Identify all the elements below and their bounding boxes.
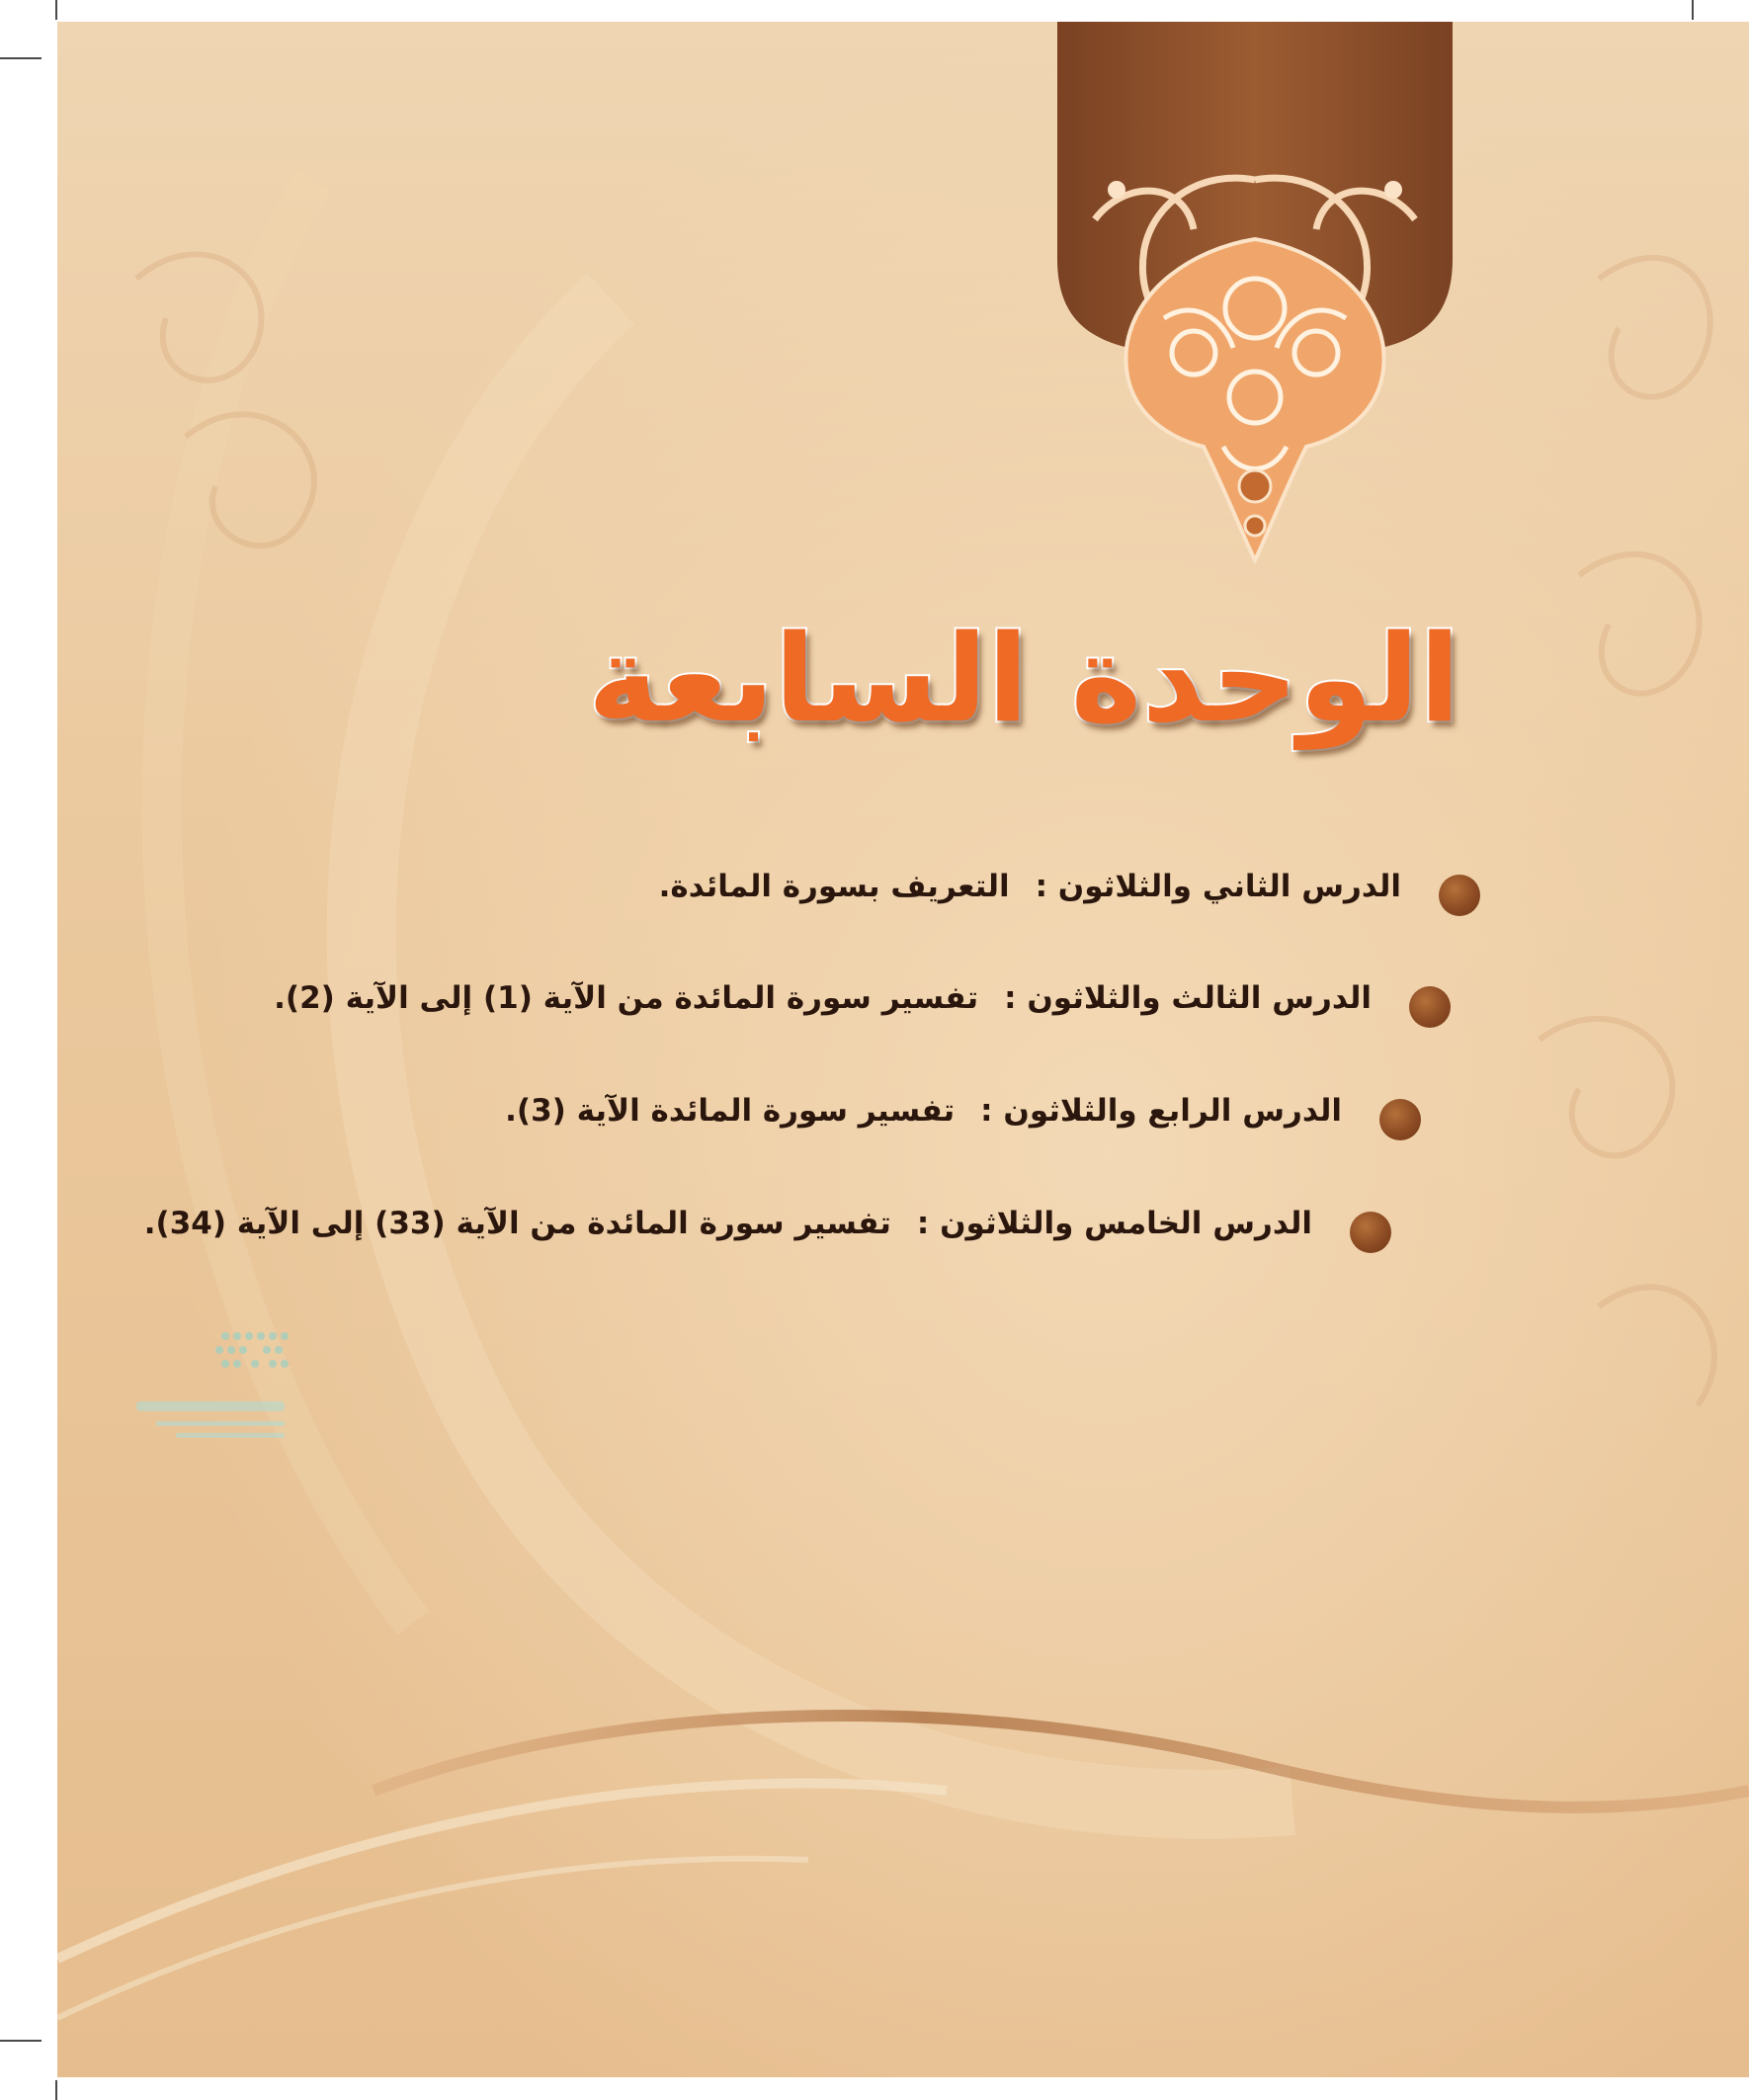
crop-mark-bottom-left-v [55,2080,57,2100]
crop-mark-bottom-left-h [0,2040,42,2042]
crop-mark-top-left-v [55,0,57,20]
lesson-label: الدرس الرابع والثلاثون : [980,1093,1342,1129]
lesson-item-35 [144,1194,1391,1253]
lesson-topic: تفسير سورة المائدة من الآية (1) إلى الآية (2). [274,980,979,1016]
background-pattern [57,22,1749,2077]
lesson-text [274,980,1372,1016]
brown-circle-bullet-icon [1409,986,1451,1028]
ministry-of-education-logo-icon [97,1306,294,1455]
lesson-text [505,1093,1342,1129]
lesson-topic: تفسير سورة المائدة من الآية (33) إلى الآية (34). [143,1206,891,1241]
lesson-item-32 [659,857,1480,916]
lesson-label: الدرس الخامس والثلاثون : [916,1206,1312,1241]
unit-cover [57,22,1749,2077]
brown-circle-bullet-icon [1439,875,1480,916]
crop-mark-top-right-v [1692,0,1694,20]
lesson-item-33 [274,968,1451,1028]
unit-title: الوحدة السابعة [587,609,1460,749]
lesson-label: الدرس الثاني والثلاثون : [1035,869,1401,904]
lesson-text [144,1206,1312,1241]
crop-mark-top-left-h [0,57,42,59]
brown-circle-bullet-icon [1350,1212,1391,1253]
lesson-label: الدرس الثالث والثلاثون : [1004,980,1372,1016]
brown-circle-bullet-icon [1379,1099,1421,1140]
lesson-item-34 [505,1081,1421,1140]
lesson-topic: التعريف بسورة المائدة. [658,869,1010,904]
lesson-topic: تفسير سورة المائدة الآية (3). [505,1093,956,1129]
lesson-text [659,869,1401,904]
